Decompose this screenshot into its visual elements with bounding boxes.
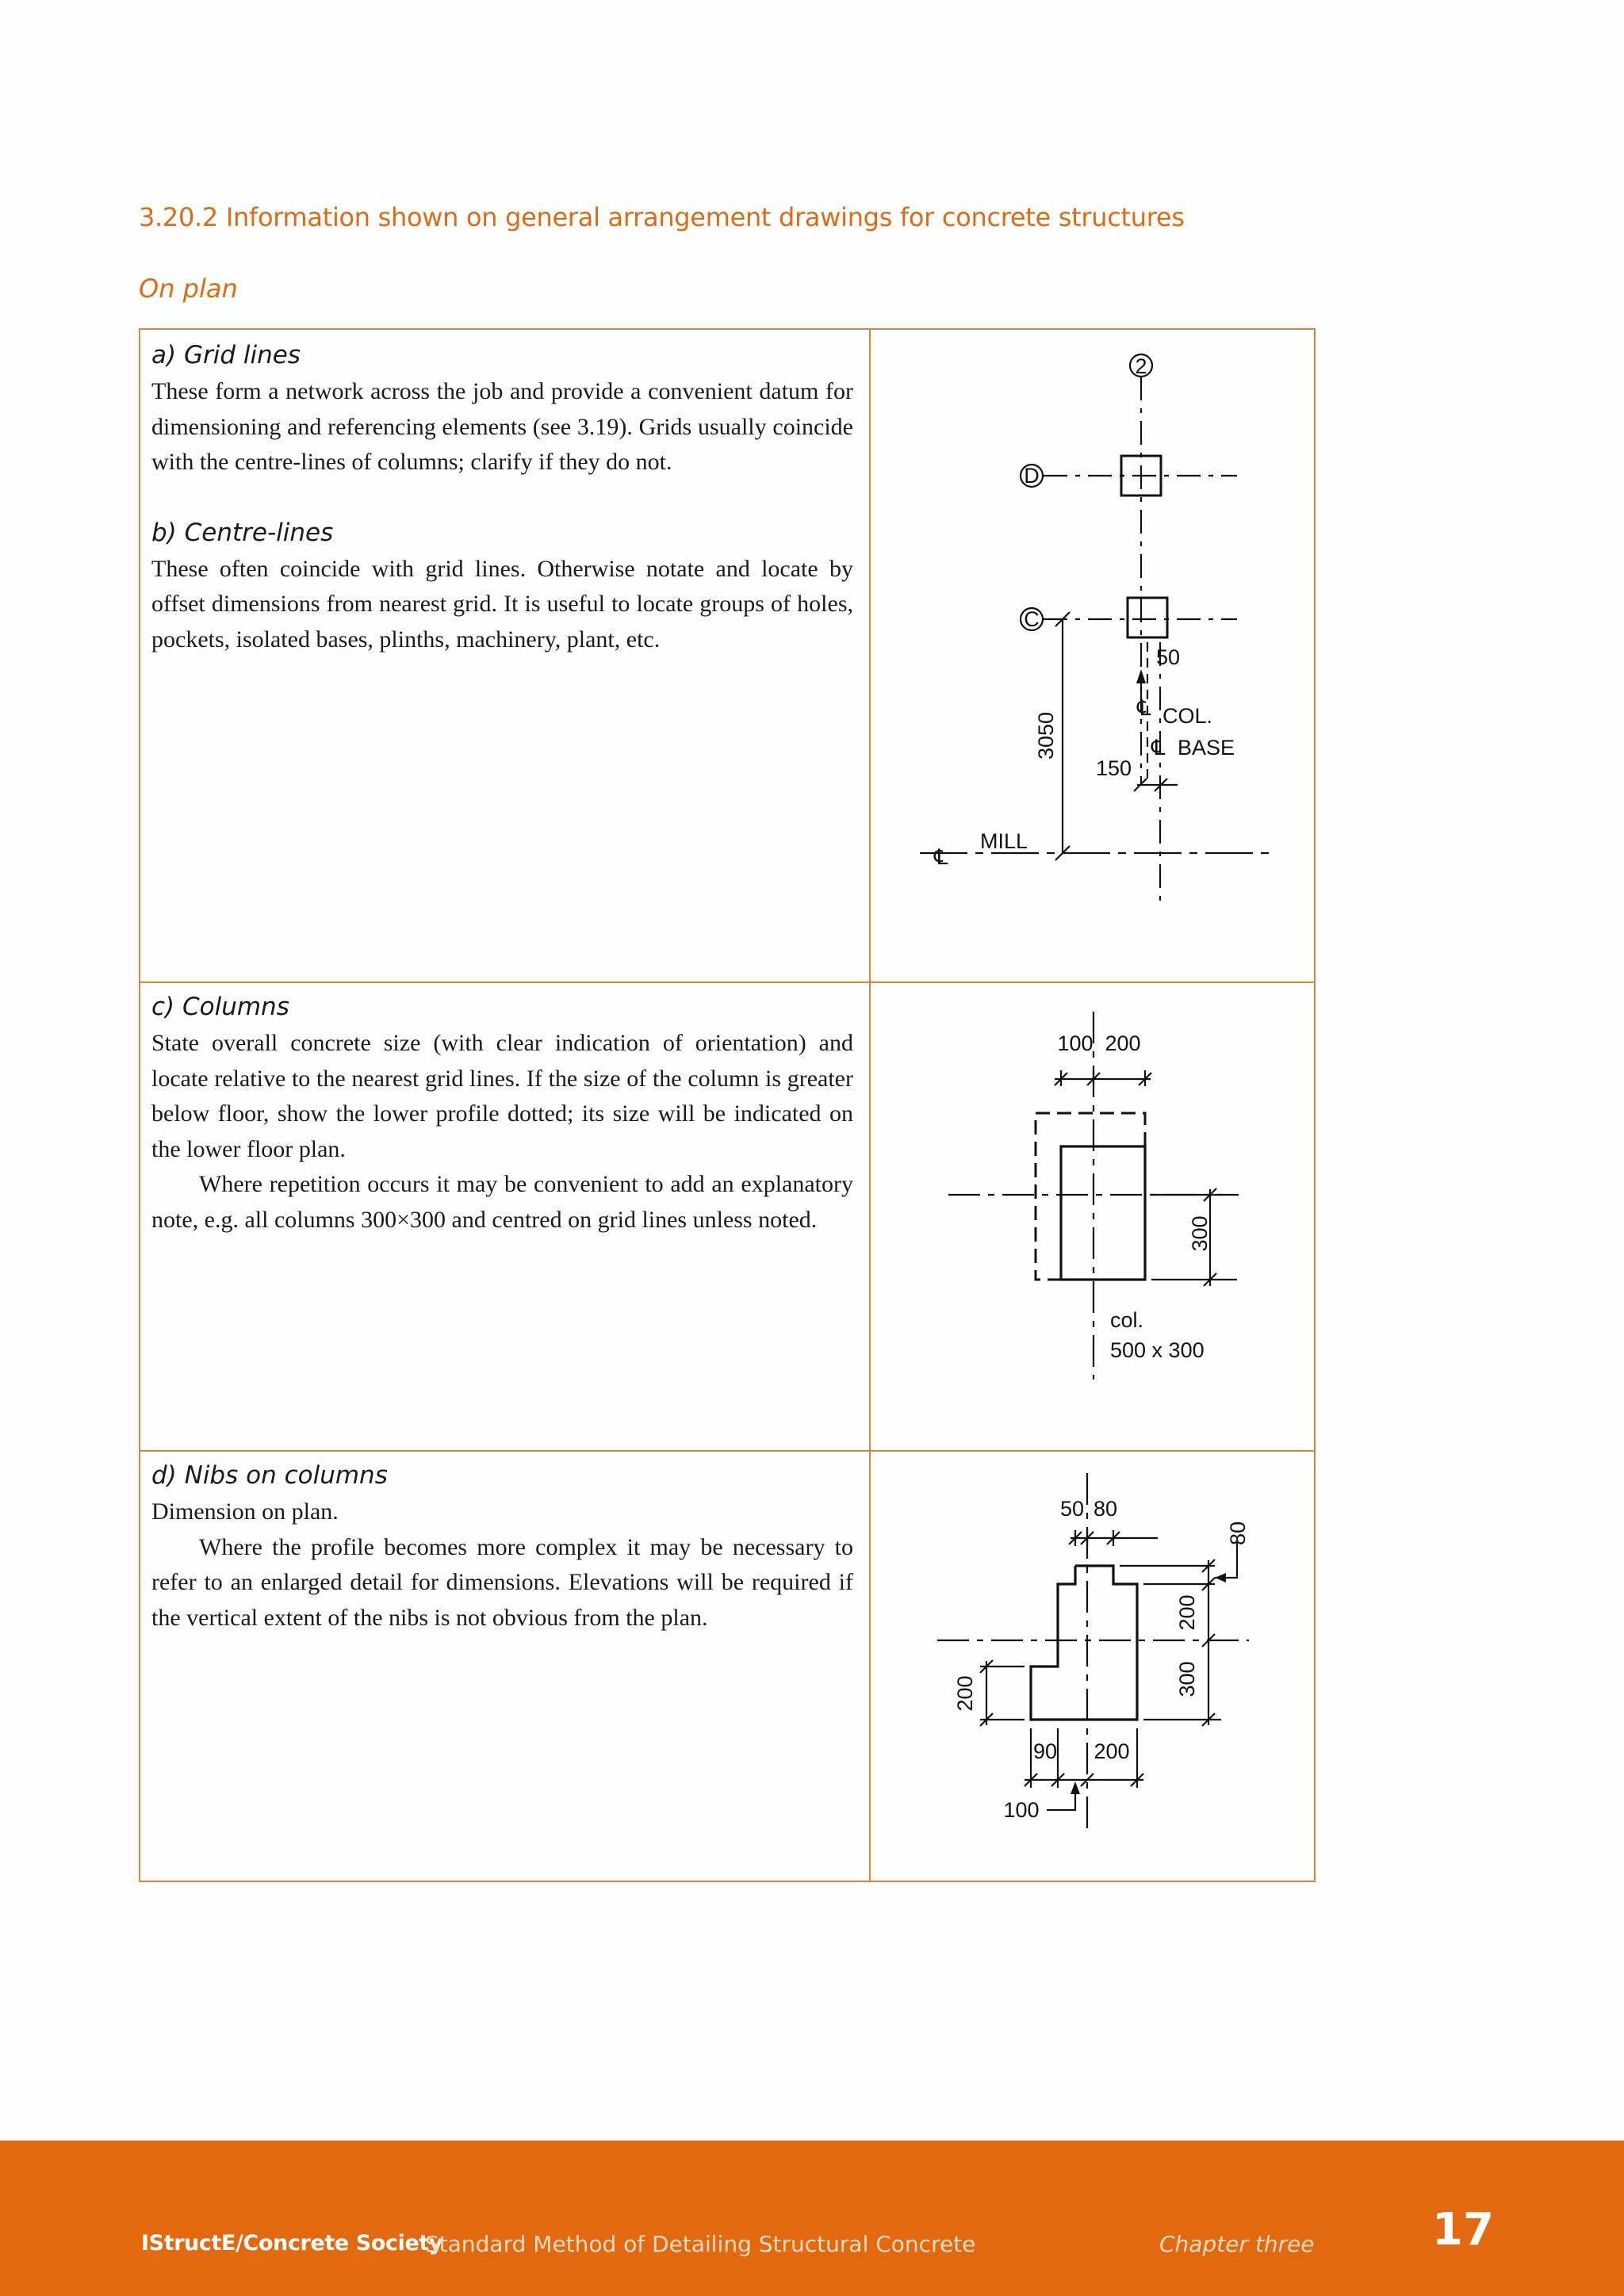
dimension-label: 200 <box>1175 1594 1199 1631</box>
base-label: BASE <box>1178 736 1235 760</box>
page-number: 17 <box>1432 2204 1494 2256</box>
row-paragraph: These form a network across the job and provide a convenient datum for dimensioning and referencing elements (see 3.19). Grids usually coincide with the centre-lines of columns; clarify if they do not. <box>151 378 853 476</box>
dimension-label: 200 <box>953 1675 977 1712</box>
grid-label: D <box>1024 464 1040 488</box>
dimension-label: 3050 <box>1034 711 1058 760</box>
row-paragraph: Where repetition occurs it may be convenient to add an explanatory note, e.g. all columns 300×300 and centred on grid lines unless noted. <box>151 1171 853 1233</box>
dimension-label: 50 <box>1156 645 1181 669</box>
row-title: c) Columns <box>151 993 289 1021</box>
grid-label: C <box>1024 607 1040 631</box>
row-paragraph: State overall concrete size (with clear indication of orientation) and locate relative to the nearest grid lines. If the size of the column is greater below floor, show the lower profile dotted; its size will be indicated on the lower floor plan. <box>151 1030 853 1162</box>
centreline-symbol: ℄ <box>934 845 948 869</box>
dimension-label: 100 <box>1003 1798 1040 1822</box>
col-label: COL. <box>1162 704 1213 728</box>
col-size-label: 500 x 300 <box>1110 1338 1205 1362</box>
grid-label: 2 <box>1135 354 1147 378</box>
row-title: d) Nibs on columns <box>151 1461 388 1490</box>
dimension-label: 100 <box>1057 1031 1094 1055</box>
dimension-label: 300 <box>1175 1661 1199 1697</box>
footer-chapter: Chapter three <box>1159 2231 1315 2257</box>
row-title: b) Centre-lines <box>151 518 334 547</box>
dimension-label: 80 <box>1226 1521 1250 1546</box>
row-paragraph: These often coincide with grid lines. Otherwise notate and locate by offset dimensions from nearest grid. It is useful to locate groups of holes, pockets, isolated bases, plinths, machinery, plant, etc. <box>151 555 853 652</box>
centreline-symbol: ℄ <box>1151 736 1166 760</box>
row-title: a) Grid lines <box>151 341 301 369</box>
dimension-label: 90 <box>1032 1739 1058 1763</box>
subheading-on-plan: On plan <box>139 274 238 304</box>
centreline-symbol: ℄ <box>1137 696 1151 720</box>
footer-org: IStructE/Concrete Society <box>141 2231 443 2256</box>
mill-label: MILL <box>980 829 1028 853</box>
footer-book-title: Standard Method of Detailing Structural Concrete <box>425 2231 976 2257</box>
col-label: col. <box>1110 1308 1144 1332</box>
row-paragraph: Dimension on plan. <box>151 1498 339 1525</box>
dimension-label: 300 <box>1188 1215 1212 1252</box>
dimension-label: 200 <box>1094 1739 1130 1763</box>
dimension-label: 50 <box>1059 1497 1085 1521</box>
dimension-label: 150 <box>1096 756 1132 780</box>
dimension-label: 200 <box>1105 1031 1141 1055</box>
section-heading: 3.20.2 Information shown on general arrangement drawings for concrete structures <box>139 202 1185 232</box>
row-paragraph: Where the profile becomes more complex it may be necessary to refer to an enlarged detail for dimensions. Elevations will be required if the vertical extent of the nibs is not obvious from the plan. <box>151 1533 853 1631</box>
dimension-label: 80 <box>1093 1497 1118 1521</box>
page-footer <box>0 2141 1624 2296</box>
